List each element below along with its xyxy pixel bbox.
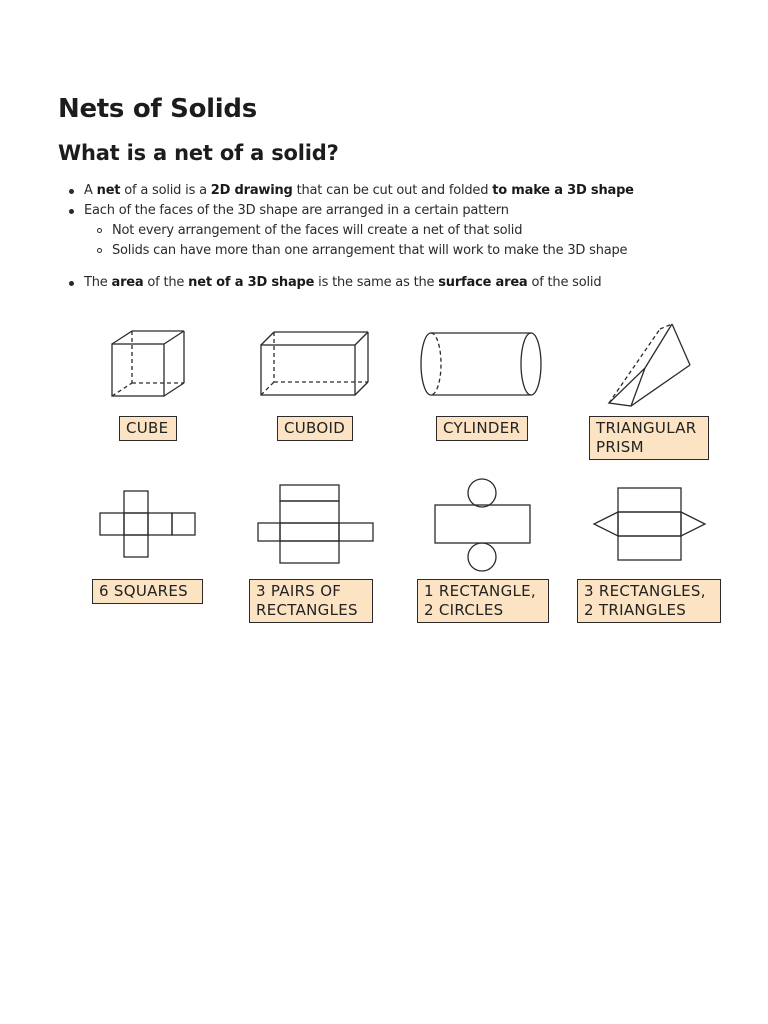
text: of the	[143, 275, 189, 290]
label-text: 6 SQUARES	[99, 582, 189, 600]
triangular-prism-icon	[609, 324, 690, 406]
triangular-prism-net-icon	[594, 488, 705, 560]
text: of a solid is a	[120, 183, 211, 198]
text: Not every arrangement of the faces will create a net of that solid	[112, 223, 523, 238]
text-bold: to make a 3D shape	[492, 183, 634, 198]
nets-diagram	[0, 300, 768, 660]
label-cylinder	[436, 416, 528, 441]
section-heading: What is a net of a solid?	[58, 141, 339, 165]
bullet-area-surface-area	[84, 273, 734, 293]
cube-net-icon	[100, 491, 195, 557]
label-cuboid	[277, 416, 353, 441]
page-title: Nets of Solids	[58, 94, 257, 124]
label-text: CUBE	[126, 419, 169, 437]
text: of the solid	[527, 275, 602, 290]
text: is the same as the	[314, 275, 439, 290]
cylinder-icon	[421, 333, 541, 395]
bullet-net-definition	[84, 181, 734, 201]
cube-icon	[112, 331, 184, 396]
label-text: TRIANGULAR	[596, 419, 697, 437]
label-cube	[119, 416, 177, 441]
text: that can be cut out and folded	[292, 183, 493, 198]
text: A	[84, 183, 97, 198]
sub-bullet-more-than-one-arrangement	[112, 241, 734, 261]
label-text: 3 PAIRS OF	[256, 582, 342, 600]
text-bold: net of a 3D shape	[188, 275, 315, 290]
text: Solids can have more than one arrangement that will work to make the 3D shape	[112, 243, 628, 258]
text-bold: 2D drawing	[210, 183, 293, 198]
label-3-pairs-of-rectangles	[249, 579, 373, 623]
label-text: PRISM	[596, 438, 644, 456]
label-3-rectangles-2-triangles	[577, 579, 721, 623]
text-bold: area	[111, 275, 144, 290]
cylinder-net-icon	[435, 479, 530, 571]
bullet-list	[84, 181, 734, 293]
cuboid-icon	[261, 332, 368, 395]
cuboid-net-icon	[258, 485, 373, 563]
text: The	[84, 275, 112, 290]
label-text: 3 RECTANGLES,	[584, 582, 706, 600]
label-text: CYLINDER	[443, 419, 521, 437]
sub-bullet-not-every-arrangement	[112, 221, 734, 241]
text: Each of the faces of the 3D shape are arranged in a certain pattern	[84, 203, 509, 218]
label-text: 2 TRIANGLES	[584, 601, 687, 619]
label-1-rectangle-2-circles	[417, 579, 549, 623]
label-text: 2 CIRCLES	[424, 601, 504, 619]
label-text: CUBOID	[284, 419, 346, 437]
label-text: RECTANGLES	[256, 601, 358, 619]
text-bold: surface area	[438, 275, 528, 290]
label-text: 1 RECTANGLE,	[424, 582, 536, 600]
label-6-squares	[92, 579, 203, 604]
label-triangular-prism	[589, 416, 709, 460]
bullet-faces-pattern	[84, 201, 734, 221]
text-bold: net	[96, 183, 121, 198]
